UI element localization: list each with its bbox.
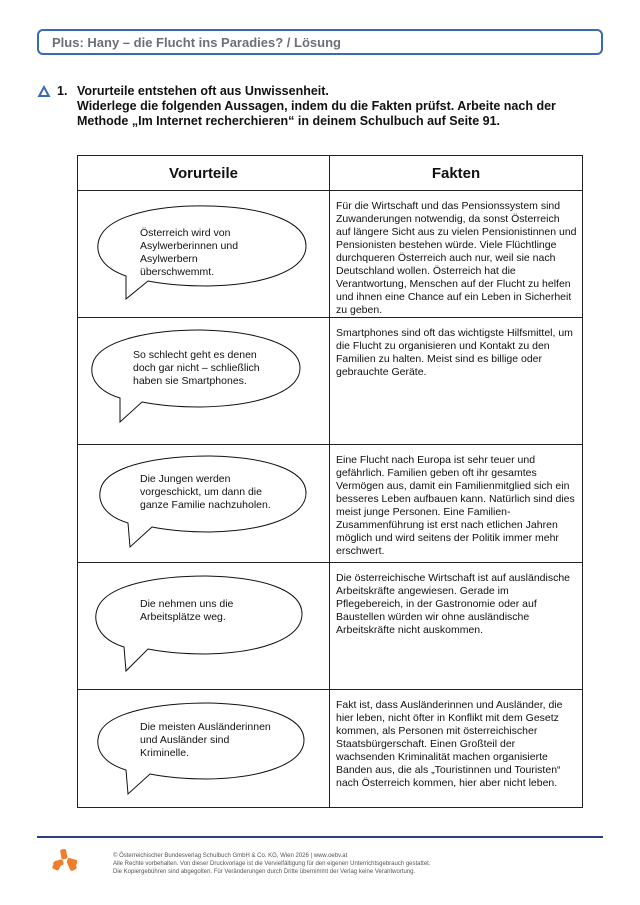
task-line: Widerlege die folgenden Aussagen, indem du die Fakten prüfst. Arbeite nach der bbox=[77, 99, 556, 113]
table-header-row bbox=[78, 156, 583, 191]
text-line: Pensionisten bestehen würde. Viele Flüchtlinge bbox=[336, 239, 557, 251]
text-line: Die Jungen werden bbox=[140, 473, 231, 485]
task-number: 1. bbox=[57, 84, 68, 98]
speech-bubble-icon bbox=[78, 563, 330, 690]
prejudice-cell bbox=[78, 445, 330, 563]
prejudice-facts-table bbox=[77, 155, 583, 808]
text-line: Zusammenführung ist erst nach etlichen Jahren bbox=[336, 519, 558, 531]
footer-line: Die Kopiergebühren sind abgegolten. Für Veränderungen durch Dritte übernimmt der Verlag keine Verantwortung. bbox=[113, 869, 416, 875]
fact-cell bbox=[330, 690, 583, 808]
prejudice-text bbox=[133, 349, 260, 388]
text-line: Asylwerbern bbox=[140, 253, 198, 265]
fact-cell bbox=[330, 445, 583, 563]
text-line: Pflegebereich, in der Gastronomie oder auf bbox=[336, 598, 537, 610]
text-line: Fakt ist, dass Ausländerinnen und Ausländer, die bbox=[336, 699, 563, 711]
text-line: erschwert. bbox=[336, 545, 385, 557]
column-header-prejudices: Vorurteile bbox=[78, 156, 330, 191]
text-line: durchqueren Österreich auch nur, weil sie nach bbox=[336, 252, 556, 264]
text-line: Eine Flucht nach Europa ist sehr teuer und bbox=[336, 454, 536, 466]
text-line: hier leben, nicht öfter in Konflikt mit dem Gesetz bbox=[336, 712, 559, 724]
text-line: Arbeitsplätze weg. bbox=[140, 611, 226, 623]
text-line: Asylwerberinnen und bbox=[140, 240, 239, 252]
text-line: kommen, als Personen mit österreichischer bbox=[336, 725, 538, 737]
page-title: Plus: Hany – die Flucht ins Paradies? / Lösung bbox=[52, 35, 341, 50]
footer-rule bbox=[37, 836, 603, 838]
text-line: Die meisten Ausländerinnen bbox=[140, 721, 271, 733]
text-line: wachsenden Kriminalität machen organisierte bbox=[336, 751, 548, 763]
publisher-logo-icon bbox=[52, 848, 78, 874]
text-line: vorgeschickt, um dann die bbox=[140, 486, 262, 498]
fact-text bbox=[330, 318, 582, 379]
text-line: Kriminelle. bbox=[140, 747, 190, 759]
text-line: haben sie Smartphones. bbox=[133, 375, 247, 387]
text-line: möglich und wird seitens der Politik immer mehr bbox=[336, 532, 559, 544]
text-line: Arbeitskräfte nicht auskommen. bbox=[336, 624, 484, 636]
text-line: Für die Wirtschaft und das Pensionssystem sind bbox=[336, 200, 561, 212]
text-line: Vermögen aus, damit ein Familienmitglied sich ein bbox=[336, 480, 570, 492]
table-row bbox=[78, 318, 583, 445]
text-line: und Ausländer sind bbox=[140, 734, 230, 746]
text-line: überschwemmt. bbox=[140, 266, 215, 278]
prejudice-text bbox=[140, 721, 271, 760]
text-line: So schlecht geht es denen bbox=[133, 349, 257, 361]
fact-text bbox=[330, 690, 582, 790]
column-header-facts: Fakten bbox=[330, 156, 583, 191]
text-line: gefährlich. Familien geben oft ihr gesamtes bbox=[336, 467, 537, 479]
prejudice-cell bbox=[78, 563, 330, 690]
text-line: und ihnen eine Chance auf ein Leben in Sicherheit bbox=[336, 291, 572, 303]
triangle-level-icon bbox=[37, 84, 51, 98]
fact-text bbox=[330, 445, 582, 558]
fact-cell bbox=[330, 191, 583, 318]
text-line: Familien zu halten. Meist sind es billige oder bbox=[336, 353, 543, 365]
header-box bbox=[37, 29, 603, 55]
fact-text bbox=[330, 191, 582, 317]
table-row bbox=[78, 563, 583, 690]
fact-cell bbox=[330, 563, 583, 690]
task-line: Methode „Im Internet recherchieren“ in deinem Schulbuch auf Seite 91. bbox=[77, 114, 501, 128]
text-line: zu geben. bbox=[336, 304, 383, 316]
text-line: Staatsbürgerschaft. Einen Großteil der bbox=[336, 738, 516, 750]
text-line: Smartphones sind oft das wichtigste Hilfsmittel, um bbox=[336, 327, 573, 339]
text-line: nach Österreich kommen, hier aber nicht leben. bbox=[336, 777, 558, 789]
text-line: gebrauchte Geräte. bbox=[336, 366, 427, 378]
text-line: die Flucht zu organisieren und Kontakt zu den bbox=[336, 340, 550, 352]
text-line: ganze Familie nachzuholen. bbox=[140, 499, 271, 511]
task-line: Vorurteile entstehen oft aus Unwissenheit. bbox=[77, 84, 329, 98]
prejudice-cell bbox=[78, 191, 330, 318]
task-instructions bbox=[77, 84, 597, 129]
text-line: Arbeitskräfte angewiesen. Gerade im bbox=[336, 585, 509, 597]
text-line: Die nehmen uns die bbox=[140, 598, 234, 610]
footer-line: Alle Rechte vorbehalten. Von dieser Druckvorlage ist die Vervielfältigung für den eigenen Unterrichtsgebrauch gestattet. bbox=[113, 861, 431, 867]
prejudice-text bbox=[140, 598, 233, 624]
table-row bbox=[78, 690, 583, 808]
table-row bbox=[78, 191, 583, 318]
text-line: meist junge Personen. Eine Familien- bbox=[336, 506, 511, 518]
prejudice-cell bbox=[78, 318, 330, 445]
text-line: auf längere Sicht aus zu vielen Pensionistinnen und bbox=[336, 226, 577, 238]
text-line: Deutschland wollen. Österreich hat die bbox=[336, 265, 516, 277]
fact-text bbox=[330, 563, 582, 637]
text-line: Die österreichische Wirtschaft ist auf ausländische bbox=[336, 572, 571, 584]
text-line: Zuwanderungen notwendig, da sonst Österreich bbox=[336, 213, 560, 225]
prejudice-text bbox=[140, 473, 271, 512]
table-row bbox=[78, 445, 583, 563]
footer-copyright bbox=[113, 852, 431, 876]
footer-line: © Österreichischer Bundesverlag Schulbuch GmbH & Co. KG, Wien 2026 | www.oebv.at bbox=[113, 853, 348, 859]
text-line: besseres Leben aufbauen kann. Natürlich sind dies bbox=[336, 493, 575, 505]
fact-cell bbox=[330, 318, 583, 445]
text-line: Verantwortung, Menschen auf der Flucht zu helfen bbox=[336, 278, 571, 290]
text-line: Baustellen würden wir ohne ausländische bbox=[336, 611, 530, 623]
text-line: Österreich wird von bbox=[140, 227, 231, 239]
text-line: Banden aus, die als „Touristinnen und Touristen“ bbox=[336, 764, 561, 776]
text-line: doch gar nicht – schließlich bbox=[133, 362, 260, 374]
prejudice-cell bbox=[78, 690, 330, 808]
prejudice-text bbox=[140, 227, 238, 279]
